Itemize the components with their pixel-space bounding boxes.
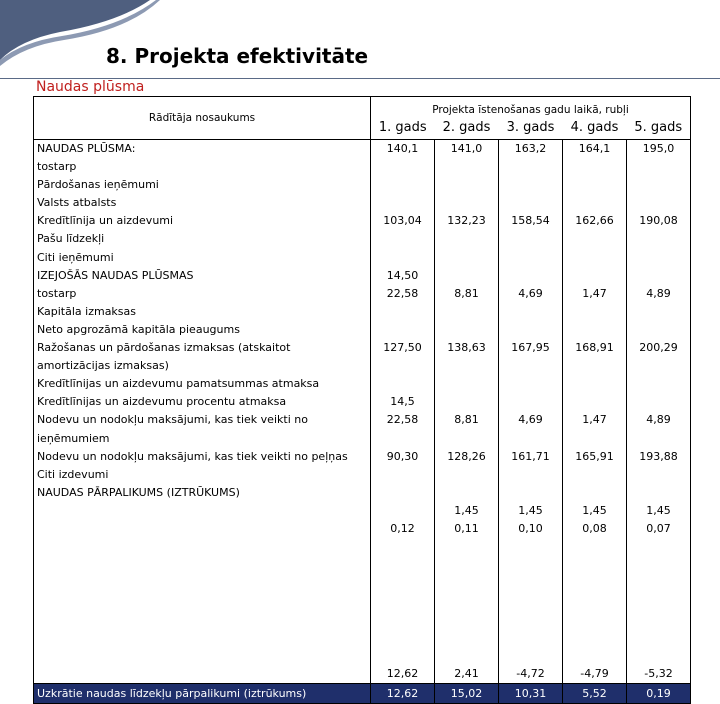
value-line: 0,12 xyxy=(390,521,415,535)
value-line xyxy=(435,158,498,176)
value-line: -4,72 xyxy=(516,666,545,680)
year-header: 4. gads xyxy=(563,116,627,139)
value-line xyxy=(435,430,498,448)
row-label: IZEJOŠĀS NAUDAS PLŪSMAS xyxy=(37,268,194,282)
value-line xyxy=(563,430,626,448)
value-line xyxy=(563,357,626,375)
value-line xyxy=(499,574,562,592)
value-line xyxy=(627,393,690,411)
value-line: 1,47 xyxy=(582,413,607,427)
value-line xyxy=(435,194,498,212)
value-line: 200,29 xyxy=(639,341,678,355)
value-line xyxy=(435,466,498,484)
value-line xyxy=(499,556,562,574)
value-line xyxy=(371,176,434,194)
value-line xyxy=(371,647,434,665)
value-line xyxy=(563,176,626,194)
value-line xyxy=(371,357,434,375)
value-line xyxy=(371,610,434,628)
value-line xyxy=(627,538,690,556)
footer-value: 12,62 xyxy=(371,683,435,703)
year-header: 3. gads xyxy=(499,116,563,139)
value-line xyxy=(435,484,498,502)
row-label: Valsts atbalsts xyxy=(37,196,117,210)
value-line: 164,1 xyxy=(578,142,611,155)
value-line: 167,95 xyxy=(511,341,550,355)
value-line: 1,45 xyxy=(582,503,607,517)
value-line: 103,04 xyxy=(383,214,422,228)
period-header: Projekta īstenošanas gadu laikā, rubļi xyxy=(371,97,691,117)
row-label: amortizācijas izmaksas) xyxy=(37,359,169,373)
value-line xyxy=(371,502,434,520)
row-label: Kredītlīnijas un aizdevumu procentu atmaksa xyxy=(37,395,287,409)
value-line: 1,45 xyxy=(454,503,479,517)
value-line xyxy=(499,321,562,339)
value-line xyxy=(627,484,690,502)
value-line xyxy=(499,629,562,647)
row-label: Nodevu un nodokļu maksājumi, kas tiek veikti no peļņas xyxy=(37,449,348,463)
value-line xyxy=(435,610,498,628)
year-header: 5. gads xyxy=(627,116,691,139)
year-1-values xyxy=(371,140,435,684)
value-line xyxy=(499,303,562,321)
row-label: Citi ieņēmumi xyxy=(37,250,114,264)
value-line xyxy=(499,592,562,610)
value-line xyxy=(371,321,434,339)
value-line xyxy=(371,230,434,248)
value-line xyxy=(435,321,498,339)
value-line xyxy=(435,230,498,248)
value-line xyxy=(563,466,626,484)
value-line: 161,71 xyxy=(511,449,550,463)
footer-label: Uzkrātie naudas līdzekļu pārpalikumi (iztrūkums) xyxy=(34,683,371,703)
row-label: tostarp xyxy=(37,160,77,174)
row-label: Nodevu un nodokļu maksājumi, kas tiek veikti no xyxy=(37,413,308,427)
row-label: tostarp xyxy=(37,286,77,300)
value-line: 4,89 xyxy=(646,286,671,300)
year-5-values xyxy=(627,140,691,684)
row-label: Pašu līdzekļi xyxy=(37,232,105,246)
value-line xyxy=(563,321,626,339)
value-line xyxy=(563,538,626,556)
year-2-values xyxy=(435,140,499,684)
corner-decoration xyxy=(0,0,160,80)
value-line xyxy=(627,466,690,484)
value-line: 90,30 xyxy=(386,449,419,463)
footer-value: 5,52 xyxy=(563,683,627,703)
row-label: Kredītlīnijas un aizdevumu pamatsummas atmaksa xyxy=(37,377,320,391)
cash-flow-table xyxy=(33,96,691,704)
value-line xyxy=(371,592,434,610)
value-line xyxy=(371,556,434,574)
value-line xyxy=(563,375,626,393)
value-line xyxy=(435,592,498,610)
value-line: 158,54 xyxy=(511,214,550,228)
value-line xyxy=(435,393,498,411)
value-line: 193,88 xyxy=(639,449,678,463)
value-line xyxy=(563,629,626,647)
value-line xyxy=(499,158,562,176)
value-line: 127,50 xyxy=(383,341,422,355)
value-line: 4,69 xyxy=(518,286,543,300)
value-line xyxy=(563,484,626,502)
value-line: 162,66 xyxy=(575,214,614,228)
value-line xyxy=(627,647,690,665)
value-line xyxy=(371,194,434,212)
value-line xyxy=(435,267,498,285)
year-4-values xyxy=(563,140,627,684)
value-line xyxy=(499,466,562,484)
value-line xyxy=(627,556,690,574)
value-line: 8,81 xyxy=(454,286,479,300)
value-line: 12,62 xyxy=(386,666,419,680)
row-label: ieņēmumiem xyxy=(37,431,110,445)
year-header: 2. gads xyxy=(435,116,499,139)
value-line: 163,2 xyxy=(514,142,547,155)
row-label: Ražošanas un pārdošanas izmaksas (atskaitot xyxy=(37,341,291,355)
value-line xyxy=(563,556,626,574)
row-label: NAUDAS PĀRPALIKUMS (IZTRŪKUMS) xyxy=(37,485,240,499)
value-line: 1,47 xyxy=(582,286,607,300)
year-3-values xyxy=(499,140,563,684)
value-line xyxy=(627,375,690,393)
value-line: 0,11 xyxy=(454,521,479,535)
value-line: 0,08 xyxy=(582,521,607,535)
value-line xyxy=(499,484,562,502)
row-label: Kredītlīnija un aizdevumi xyxy=(37,214,174,228)
value-line: 140,1 xyxy=(386,142,419,155)
value-line xyxy=(627,610,690,628)
value-line: 168,91 xyxy=(575,341,614,355)
page-title: 8. Projekta efektivitāte xyxy=(106,44,369,68)
value-line: 132,23 xyxy=(447,214,486,228)
value-line: 22,58 xyxy=(386,413,419,427)
value-line xyxy=(499,430,562,448)
value-line xyxy=(371,484,434,502)
value-line: 4,69 xyxy=(518,413,543,427)
row-label: Pārdošanas ieņēmumi xyxy=(37,178,159,192)
value-line xyxy=(371,629,434,647)
value-line xyxy=(563,647,626,665)
value-line: 22,58 xyxy=(386,286,419,300)
value-line xyxy=(435,647,498,665)
value-line xyxy=(627,629,690,647)
value-line xyxy=(627,303,690,321)
value-line xyxy=(499,194,562,212)
value-line: 141,0 xyxy=(450,142,483,155)
value-line xyxy=(627,321,690,339)
value-line xyxy=(563,303,626,321)
value-line xyxy=(563,393,626,411)
value-line: 165,91 xyxy=(575,449,614,463)
value-line: 14,5 xyxy=(390,395,415,409)
value-line xyxy=(371,466,434,484)
value-line xyxy=(371,574,434,592)
value-line xyxy=(499,176,562,194)
value-line xyxy=(627,357,690,375)
value-line xyxy=(627,194,690,212)
value-line xyxy=(499,375,562,393)
section-subtitle: Naudas plūsma xyxy=(36,79,145,95)
value-line xyxy=(563,610,626,628)
value-line xyxy=(435,249,498,267)
value-line: 0,10 xyxy=(518,521,543,535)
value-line: -4,79 xyxy=(580,666,609,680)
value-line: 128,26 xyxy=(447,449,486,463)
value-line xyxy=(499,647,562,665)
value-line: 2,41 xyxy=(454,666,479,680)
value-line xyxy=(435,375,498,393)
value-line: 0,07 xyxy=(646,521,671,535)
value-line xyxy=(499,538,562,556)
year-header: 1. gads xyxy=(371,116,435,139)
value-line xyxy=(563,267,626,285)
value-line xyxy=(435,176,498,194)
value-line: 1,45 xyxy=(646,503,671,517)
value-line xyxy=(563,230,626,248)
value-line xyxy=(563,249,626,267)
value-line xyxy=(499,249,562,267)
row-label: Citi izdevumi xyxy=(37,467,109,481)
value-line xyxy=(371,375,434,393)
row-labels xyxy=(34,140,371,684)
value-line xyxy=(563,574,626,592)
value-line xyxy=(627,430,690,448)
value-line xyxy=(563,158,626,176)
value-line: 195,0 xyxy=(642,142,675,155)
name-column-header: Rādītāja nosaukums xyxy=(34,97,371,140)
value-line xyxy=(627,267,690,285)
value-line xyxy=(627,574,690,592)
value-line: 138,63 xyxy=(447,341,486,355)
value-line xyxy=(371,249,434,267)
value-line xyxy=(435,303,498,321)
value-line xyxy=(371,158,434,176)
value-line xyxy=(435,556,498,574)
value-line xyxy=(499,267,562,285)
value-line xyxy=(499,610,562,628)
footer-value: 0,19 xyxy=(627,683,691,703)
value-line xyxy=(435,357,498,375)
value-line xyxy=(435,574,498,592)
value-line xyxy=(499,230,562,248)
value-line xyxy=(435,538,498,556)
value-line xyxy=(563,194,626,212)
value-line xyxy=(563,592,626,610)
value-line xyxy=(627,176,690,194)
value-line: 8,81 xyxy=(454,413,479,427)
value-line xyxy=(435,629,498,647)
value-line xyxy=(627,158,690,176)
value-line xyxy=(627,249,690,267)
row-label: Neto apgrozāmā kapitāla pieaugums xyxy=(37,322,240,336)
value-line xyxy=(371,538,434,556)
row-label: Kapitāla izmaksas xyxy=(37,304,137,318)
value-line xyxy=(627,592,690,610)
value-line xyxy=(499,393,562,411)
value-line: 4,89 xyxy=(646,413,671,427)
value-line xyxy=(627,230,690,248)
value-line xyxy=(499,357,562,375)
value-line: 190,08 xyxy=(639,214,678,228)
value-line xyxy=(371,303,434,321)
footer-value: 15,02 xyxy=(435,683,499,703)
value-line: -5,32 xyxy=(644,666,673,680)
value-line: 14,50 xyxy=(386,268,419,282)
value-line xyxy=(371,430,434,448)
row-label: NAUDAS PLŪSMA: xyxy=(37,142,136,155)
value-line: 1,45 xyxy=(518,503,543,517)
footer-value: 10,31 xyxy=(499,683,563,703)
